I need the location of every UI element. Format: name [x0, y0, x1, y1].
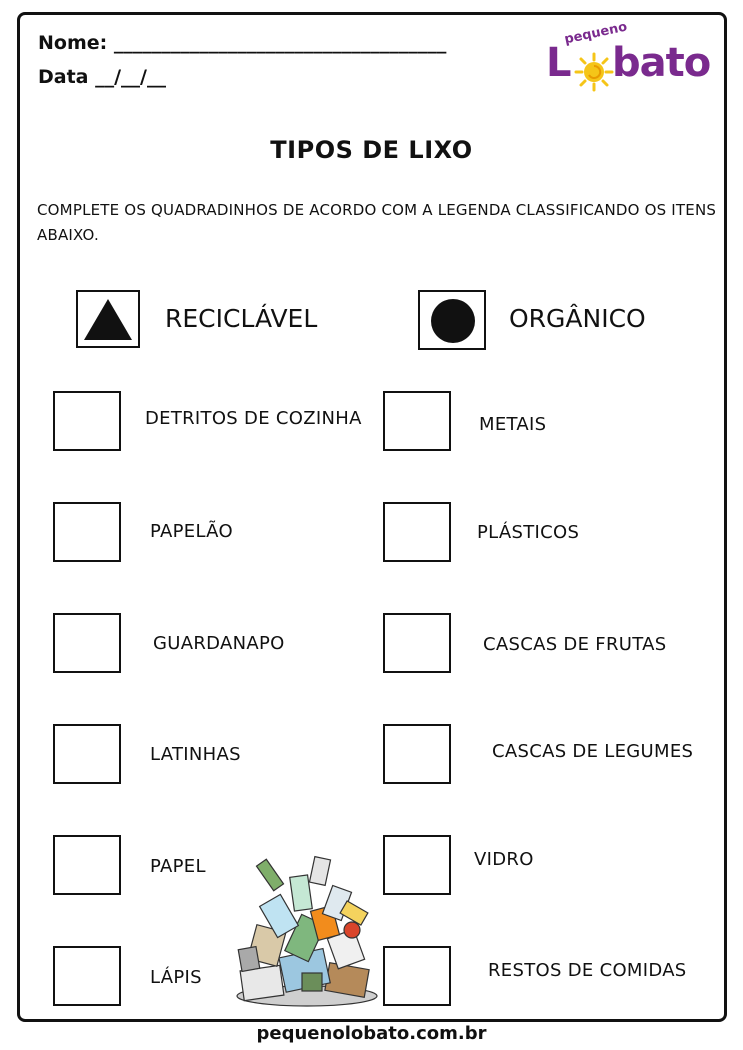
answer-box-left-1[interactable]: [53, 391, 121, 451]
item-label-right-2: PLÁSTICOS: [477, 522, 580, 543]
answer-box-right-2[interactable]: [383, 502, 451, 562]
item-label-right-5: VIDRO: [474, 849, 534, 870]
triangle-icon: [78, 292, 138, 346]
item-label-left-2: PAPELÃO: [150, 521, 233, 542]
item-label-left-3: GUARDANAPO: [153, 633, 285, 654]
answer-box-left-6[interactable]: [53, 946, 121, 1006]
sun-icon: [574, 52, 614, 92]
answer-box-right-4[interactable]: [383, 724, 451, 784]
legend-organic-box: [418, 290, 486, 350]
logo-first-letter: L: [546, 40, 571, 86]
legend-recyclable-box: [76, 290, 140, 348]
answer-box-right-1[interactable]: [383, 391, 451, 451]
logo-small-text: pequeno: [563, 19, 629, 48]
item-label-left-4: LATINHAS: [150, 744, 241, 765]
answer-box-right-6[interactable]: [383, 946, 451, 1006]
logo-rest-text: bato: [612, 40, 711, 86]
legend-recyclable-label: RECICLÁVEL: [165, 304, 318, 333]
page-title: TIPOS DE LIXO: [270, 136, 473, 164]
answer-box-left-5[interactable]: [53, 835, 121, 895]
footer-website: pequenolobato.com.br: [256, 1023, 487, 1044]
name-field-label: Nome: ___________________________________: [38, 32, 447, 54]
circle-icon: [420, 292, 484, 348]
item-label-right-1: METAIS: [479, 414, 547, 435]
item-label-right-4: CASCAS DE LEGUMES: [492, 741, 694, 762]
trash-pile-icon: [232, 848, 382, 1008]
item-label-right-6: RESTOS DE COMIDAS: [488, 960, 687, 981]
answer-box-left-2[interactable]: [53, 502, 121, 562]
logo: [546, 19, 716, 102]
item-label-left-1: DETRITOS DE COZINHA: [145, 408, 362, 429]
answer-box-left-4[interactable]: [53, 724, 121, 784]
instruction-text: COMPLETE OS QUADRADINHOS DE ACORDO COM A LEGENDA CLASSIFICANDO OS ITENS ABAIXO.: [37, 201, 717, 244]
date-field-label: Data __/__/__: [38, 66, 166, 88]
item-label-left-5: PAPEL: [150, 856, 206, 877]
answer-box-right-3[interactable]: [383, 613, 451, 673]
legend-organic-label: ORGÂNICO: [509, 304, 646, 333]
item-label-right-3: CASCAS DE FRUTAS: [483, 634, 667, 655]
answer-box-left-3[interactable]: [53, 613, 121, 673]
item-label-left-6: LÁPIS: [150, 967, 202, 988]
answer-box-right-5[interactable]: [383, 835, 451, 895]
